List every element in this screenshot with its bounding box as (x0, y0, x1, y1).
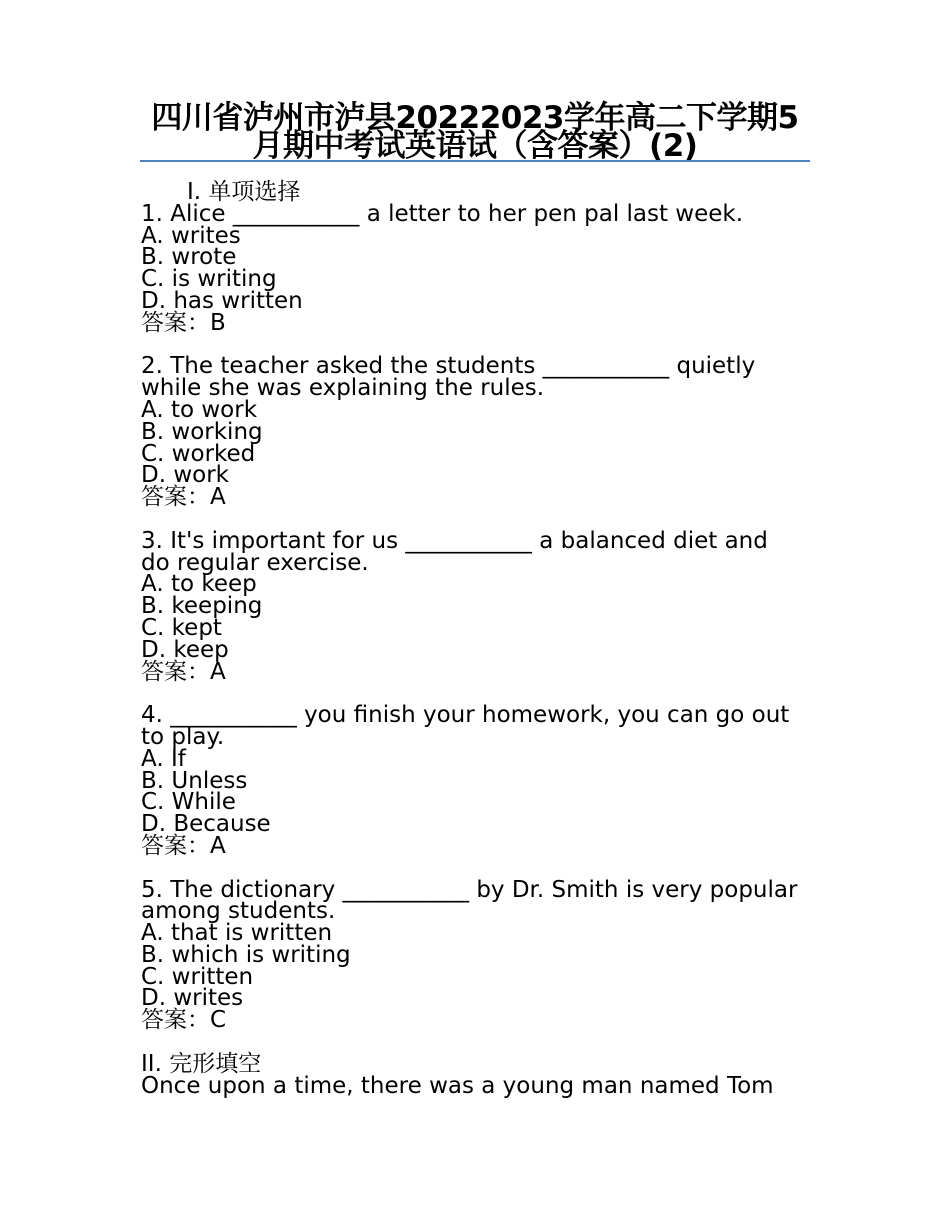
question-option: A. writes (141, 222, 241, 249)
question-option: C. worked (141, 440, 256, 467)
question-option: D. keep (141, 636, 229, 663)
question-option: A. If (141, 745, 186, 772)
question-option: D. work (141, 462, 229, 489)
question-1 (141, 200, 821, 336)
question-option: C. While (141, 789, 236, 816)
question-stem: 1. Alice ___________ a letter to her pen pal last week. (141, 200, 744, 227)
section-heading-multiple-choice: I. 单项选择 (187, 179, 301, 205)
document-body (141, 179, 821, 1099)
question-stem-continued: do regular exercise. (141, 549, 369, 576)
question-option: D. writes (141, 985, 244, 1012)
question-option: B. Unless (141, 767, 248, 794)
question-option: C. kept (141, 614, 222, 641)
question-stem-continued: to play. (141, 723, 225, 750)
question-stem: 3. It's important for us ___________ a balanced diet and (141, 527, 768, 554)
question-4 (141, 702, 821, 859)
question-answer: 答案：A (141, 832, 226, 859)
question-option: D. has written (141, 287, 303, 314)
question-option: B. working (141, 418, 263, 445)
question-option: A. that is written (141, 920, 333, 947)
question-answer: 答案：A (141, 658, 226, 685)
question-2 (141, 353, 821, 511)
question-option: B. which is writing (141, 941, 351, 968)
question-stem: 2. The teacher asked the students ___________ quietly (141, 353, 756, 380)
question-answer: 答案：A (141, 484, 226, 511)
question-answer: 答案：C (141, 1007, 227, 1034)
question-answer: 答案：B (141, 309, 226, 336)
question-option: B. wrote (141, 244, 237, 271)
question-5 (141, 876, 821, 1034)
question-3 (141, 527, 821, 685)
question-option: C. is writing (141, 266, 277, 293)
title-underline (140, 160, 810, 162)
question-stem: 4. ___________ you finish your homework, you can go out (141, 702, 790, 729)
question-option: B. keeping (141, 593, 263, 620)
document-title: 四川省泸州市泸县20222023学年高二下学期5月期中考试英语试（含答案）(2) (151, 100, 799, 164)
question-stem-continued: among students. (141, 898, 336, 925)
question-stem-continued: while she was explaining the rules. (141, 375, 545, 402)
question-option: C. written (141, 963, 254, 990)
cloze-passage-text: Once upon a time, there was a young man named Tom (141, 1072, 774, 1099)
question-option: A. to keep (141, 571, 257, 598)
question-stem: 5. The dictionary ___________ by Dr. Smith is very popular (141, 876, 798, 903)
question-option: D. Because (141, 811, 271, 838)
section-heading-cloze: II. 完形填空 (141, 1050, 262, 1077)
question-option: A. to work (141, 396, 258, 423)
